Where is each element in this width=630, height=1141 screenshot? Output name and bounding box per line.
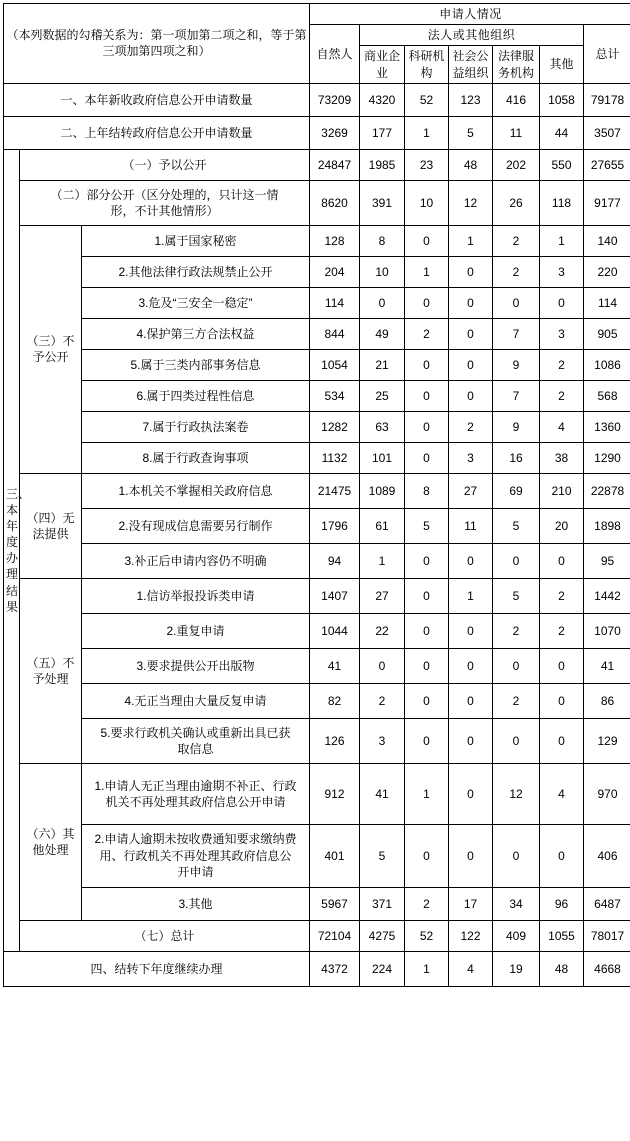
cell-value: 3 xyxy=(360,718,405,763)
cell-value: 202 xyxy=(493,149,540,180)
col-social-welfare-org: 社会公益组织 xyxy=(449,46,493,83)
cell-value: 0 xyxy=(405,411,449,442)
cell-value: 1 xyxy=(405,951,449,986)
cell-value: 129 xyxy=(584,718,630,763)
cell-value: 12 xyxy=(493,763,540,824)
cell-value: 82 xyxy=(310,683,360,718)
cell-value: 4372 xyxy=(310,951,360,986)
cell-value: 86 xyxy=(584,683,630,718)
item-label: 6.属于四类过程性信息 xyxy=(82,380,310,411)
table-row xyxy=(4,920,630,951)
cell-value: 25 xyxy=(360,380,405,411)
item-label: 2.其他法律行政法规禁止公开 xyxy=(82,256,310,287)
cell-value: 95 xyxy=(584,543,630,578)
item-label: 4.无正当理由大量反复申请 xyxy=(82,683,310,718)
table-row xyxy=(4,116,630,149)
cell-value: 1898 xyxy=(584,508,630,543)
cell-value: 1796 xyxy=(310,508,360,543)
cell-value: 0 xyxy=(540,824,584,887)
cell-value: 0 xyxy=(449,256,493,287)
item-label: 5.要求行政机关确认或重新出具已获取信息 xyxy=(82,718,310,763)
cell-value: 78017 xyxy=(584,920,630,951)
cell-value: 5 xyxy=(493,578,540,613)
cell-value: 2 xyxy=(405,318,449,349)
cell-value: 2 xyxy=(493,613,540,648)
cell-value: 5 xyxy=(493,508,540,543)
cell-value: 11 xyxy=(493,116,540,149)
cell-value: 534 xyxy=(310,380,360,411)
cell-value: 1282 xyxy=(310,411,360,442)
cell-value: 123 xyxy=(449,83,493,116)
table-row xyxy=(4,149,630,180)
cell-value: 22878 xyxy=(584,473,630,508)
cell-value: 101 xyxy=(360,442,405,473)
cell-value: 52 xyxy=(405,920,449,951)
table-row xyxy=(4,887,630,920)
table-row xyxy=(4,683,630,718)
col-legal-service-org: 法律服务机构 xyxy=(493,46,540,83)
cell-value: 0 xyxy=(540,648,584,683)
cell-value: 0 xyxy=(540,287,584,318)
table-row xyxy=(4,83,630,116)
table-row xyxy=(4,824,630,887)
label-new-applications: 一、本年新收政府信息公开申请数量 xyxy=(4,83,310,116)
cell-value: 27655 xyxy=(584,149,630,180)
cell-value: 7 xyxy=(493,380,540,411)
cell-value: 550 xyxy=(540,149,584,180)
cell-value: 73209 xyxy=(310,83,360,116)
table-row xyxy=(4,180,630,225)
cell-value: 1985 xyxy=(360,149,405,180)
cell-value: 0 xyxy=(540,543,584,578)
cell-value: 94 xyxy=(310,543,360,578)
cell-value: 128 xyxy=(310,225,360,256)
cell-value: 224 xyxy=(360,951,405,986)
label-results-total: （七）总计 xyxy=(20,920,310,951)
cell-value: 0 xyxy=(493,824,540,887)
cell-value: 0 xyxy=(449,718,493,763)
cell-value: 21475 xyxy=(310,473,360,508)
cell-value: 4 xyxy=(540,411,584,442)
item-label: 4.保护第三方合法权益 xyxy=(82,318,310,349)
table-row xyxy=(4,380,630,411)
cell-value: 0 xyxy=(449,287,493,318)
cell-value: 38 xyxy=(540,442,584,473)
cell-value: 26 xyxy=(493,180,540,225)
cell-value: 204 xyxy=(310,256,360,287)
note-cell: （本列数据的勾稽关系为：第一项加第二项之和，等于第三项加第四项之和） xyxy=(4,4,310,84)
cell-value: 3 xyxy=(540,318,584,349)
cell-value: 0 xyxy=(449,380,493,411)
cell-value: 126 xyxy=(310,718,360,763)
cell-value: 48 xyxy=(540,951,584,986)
cell-value: 1 xyxy=(405,763,449,824)
cell-value: 1407 xyxy=(310,578,360,613)
cell-value: 0 xyxy=(405,718,449,763)
item-label: 3.要求提供公开出版物 xyxy=(82,648,310,683)
cell-value: 220 xyxy=(584,256,630,287)
cell-value: 17 xyxy=(449,887,493,920)
item-label: 1.本机关不掌握相关政府信息 xyxy=(82,473,310,508)
cell-value: 2 xyxy=(540,349,584,380)
cell-value: 61 xyxy=(360,508,405,543)
label-not-disclose: （三）不予公开 xyxy=(20,225,82,473)
cell-value: 49 xyxy=(360,318,405,349)
cell-value: 0 xyxy=(449,318,493,349)
cell-value: 177 xyxy=(360,116,405,149)
cell-value: 1 xyxy=(360,543,405,578)
item-label: 8.属于行政查询事项 xyxy=(82,442,310,473)
table-row xyxy=(4,951,630,986)
cell-value: 52 xyxy=(405,83,449,116)
label-not-processed: （五）不予处理 xyxy=(20,578,82,763)
cell-value: 1360 xyxy=(584,411,630,442)
cell-value: 79178 xyxy=(584,83,630,116)
cell-value: 0 xyxy=(449,543,493,578)
item-label: 3.危及“三安全一稳定” xyxy=(82,287,310,318)
col-natural-person: 自然人 xyxy=(310,25,360,84)
cell-value: 0 xyxy=(493,718,540,763)
cell-value: 1058 xyxy=(540,83,584,116)
cell-value: 416 xyxy=(493,83,540,116)
cell-value: 401 xyxy=(310,824,360,887)
cell-value: 0 xyxy=(405,648,449,683)
cell-value: 568 xyxy=(584,380,630,411)
cell-value: 0 xyxy=(405,225,449,256)
label-partial-disclose: （二）部分公开（区分处理的，只计这一情形，不计其他情形） xyxy=(20,180,310,225)
cell-value: 4 xyxy=(540,763,584,824)
label-other-processing: （六）其他处理 xyxy=(20,763,82,920)
cell-value: 0 xyxy=(405,824,449,887)
cell-value: 2 xyxy=(540,578,584,613)
cell-value: 409 xyxy=(493,920,540,951)
cell-value: 27 xyxy=(360,578,405,613)
label-unable-to-provide: （四）无法提供 xyxy=(20,473,82,578)
cell-value: 2 xyxy=(540,380,584,411)
cell-value: 122 xyxy=(449,920,493,951)
cell-value: 0 xyxy=(540,718,584,763)
cell-value: 2 xyxy=(540,613,584,648)
cell-value: 5967 xyxy=(310,887,360,920)
col-commercial-enterprise: 商业企业 xyxy=(360,46,405,83)
table-row xyxy=(4,763,630,824)
cell-value: 1 xyxy=(540,225,584,256)
table-row xyxy=(4,508,630,543)
table-row xyxy=(4,613,630,648)
cell-value: 210 xyxy=(540,473,584,508)
cell-value: 44 xyxy=(540,116,584,149)
cell-value: 1 xyxy=(449,578,493,613)
cell-value: 1132 xyxy=(310,442,360,473)
cell-value: 2 xyxy=(493,225,540,256)
cell-value: 23 xyxy=(405,149,449,180)
cell-value: 2 xyxy=(360,683,405,718)
cell-value: 10 xyxy=(360,256,405,287)
cell-value: 0 xyxy=(405,287,449,318)
cell-value: 391 xyxy=(360,180,405,225)
cell-value: 5 xyxy=(405,508,449,543)
cell-value: 22 xyxy=(360,613,405,648)
cell-value: 34 xyxy=(493,887,540,920)
cell-value: 2 xyxy=(405,887,449,920)
cell-value: 1055 xyxy=(540,920,584,951)
cell-value: 5 xyxy=(449,116,493,149)
label-carryover-applications: 二、上年结转政府信息公开申请数量 xyxy=(4,116,310,149)
cell-value: 1089 xyxy=(360,473,405,508)
cell-value: 3 xyxy=(540,256,584,287)
cell-value: 19 xyxy=(493,951,540,986)
statistics-table xyxy=(3,3,630,987)
cell-value: 0 xyxy=(360,287,405,318)
cell-value: 0 xyxy=(405,442,449,473)
cell-value: 0 xyxy=(540,683,584,718)
cell-value: 1 xyxy=(449,225,493,256)
col-research-institution: 科研机构 xyxy=(405,46,449,83)
item-label: 2.申请人逾期未按收费通知要求缴纳费用、行政机关不再处理其政府信息公开申请 xyxy=(82,824,310,887)
cell-value: 4275 xyxy=(360,920,405,951)
cell-value: 371 xyxy=(360,887,405,920)
cell-value: 63 xyxy=(360,411,405,442)
cell-value: 41 xyxy=(360,763,405,824)
cell-value: 0 xyxy=(493,648,540,683)
item-label: 1.属于国家秘密 xyxy=(82,225,310,256)
cell-value: 16 xyxy=(493,442,540,473)
cell-value: 48 xyxy=(449,149,493,180)
table-row xyxy=(4,473,630,508)
cell-value: 41 xyxy=(310,648,360,683)
table-row xyxy=(4,318,630,349)
cell-value: 140 xyxy=(584,225,630,256)
cell-value: 114 xyxy=(584,287,630,318)
cell-value: 0 xyxy=(449,683,493,718)
table-row xyxy=(4,349,630,380)
cell-value: 844 xyxy=(310,318,360,349)
label-carry-to-next-year: 四、结转下年度继续办理 xyxy=(4,951,310,986)
cell-value: 10 xyxy=(405,180,449,225)
cell-value: 970 xyxy=(584,763,630,824)
item-label: 1.申请人无正当理由逾期不补正、行政机关不再处理其政府信息公开申请 xyxy=(82,763,310,824)
cell-value: 406 xyxy=(584,824,630,887)
cell-value: 1054 xyxy=(310,349,360,380)
cell-value: 69 xyxy=(493,473,540,508)
cell-value: 0 xyxy=(405,683,449,718)
cell-value: 0 xyxy=(405,543,449,578)
cell-value: 0 xyxy=(449,824,493,887)
cell-value: 6487 xyxy=(584,887,630,920)
cell-value: 4 xyxy=(449,951,493,986)
cell-value: 20 xyxy=(540,508,584,543)
table-row xyxy=(4,543,630,578)
item-label: 7.属于行政执法案卷 xyxy=(82,411,310,442)
cell-value: 912 xyxy=(310,763,360,824)
cell-value: 0 xyxy=(493,287,540,318)
cell-value: 2 xyxy=(493,256,540,287)
cell-value: 41 xyxy=(584,648,630,683)
table-row xyxy=(4,256,630,287)
item-label: 2.重复申请 xyxy=(82,613,310,648)
table-row xyxy=(4,718,630,763)
col-total: 总计 xyxy=(584,25,630,84)
applicant-group-header: 申请人情况 xyxy=(310,4,630,25)
item-label: 3.补正后申请内容仍不明确 xyxy=(82,543,310,578)
cell-value: 0 xyxy=(449,349,493,380)
cell-value: 2 xyxy=(449,411,493,442)
cell-value: 118 xyxy=(540,180,584,225)
item-label: 5.属于三类内部事务信息 xyxy=(82,349,310,380)
cell-value: 72104 xyxy=(310,920,360,951)
item-label: 3.其他 xyxy=(82,887,310,920)
cell-value: 1 xyxy=(405,116,449,149)
cell-value: 0 xyxy=(405,380,449,411)
cell-value: 1070 xyxy=(584,613,630,648)
cell-value: 9 xyxy=(493,411,540,442)
table-row xyxy=(4,648,630,683)
cell-value: 12 xyxy=(449,180,493,225)
table-row xyxy=(4,578,630,613)
cell-value: 1290 xyxy=(584,442,630,473)
item-label: 2.没有现成信息需要另行制作 xyxy=(82,508,310,543)
cell-value: 905 xyxy=(584,318,630,349)
cell-value: 9 xyxy=(493,349,540,380)
header-row-1 xyxy=(4,4,630,25)
cell-value: 21 xyxy=(360,349,405,380)
cell-value: 0 xyxy=(405,613,449,648)
cell-value: 27 xyxy=(449,473,493,508)
cell-value: 0 xyxy=(360,648,405,683)
table-row xyxy=(4,411,630,442)
cell-value: 3269 xyxy=(310,116,360,149)
cell-value: 24847 xyxy=(310,149,360,180)
cell-value: 114 xyxy=(310,287,360,318)
cell-value: 0 xyxy=(405,349,449,380)
cell-value: 0 xyxy=(449,763,493,824)
table-row xyxy=(4,287,630,318)
table-row xyxy=(4,442,630,473)
cell-value: 0 xyxy=(405,578,449,613)
cell-value: 8 xyxy=(405,473,449,508)
cell-value: 4668 xyxy=(584,951,630,986)
label-annual-processing-results: 三、本年度办理结果 xyxy=(4,149,20,951)
item-label: 1.信访举报投诉类申请 xyxy=(82,578,310,613)
cell-value: 8 xyxy=(360,225,405,256)
col-other: 其他 xyxy=(540,46,584,83)
cell-value: 96 xyxy=(540,887,584,920)
cell-value: 1044 xyxy=(310,613,360,648)
cell-value: 4320 xyxy=(360,83,405,116)
cell-value: 3 xyxy=(449,442,493,473)
cell-value: 1 xyxy=(405,256,449,287)
cell-value: 1442 xyxy=(584,578,630,613)
cell-value: 8620 xyxy=(310,180,360,225)
cell-value: 9177 xyxy=(584,180,630,225)
cell-value: 11 xyxy=(449,508,493,543)
cell-value: 5 xyxy=(360,824,405,887)
cell-value: 0 xyxy=(449,613,493,648)
label-disclose: （一）予以公开 xyxy=(20,149,310,180)
cell-value: 0 xyxy=(449,648,493,683)
cell-value: 3507 xyxy=(584,116,630,149)
cell-value: 1086 xyxy=(584,349,630,380)
cell-value: 0 xyxy=(493,543,540,578)
cell-value: 2 xyxy=(493,683,540,718)
table-row xyxy=(4,225,630,256)
col-legal-org-group: 法人或其他组织 xyxy=(360,25,584,46)
cell-value: 7 xyxy=(493,318,540,349)
